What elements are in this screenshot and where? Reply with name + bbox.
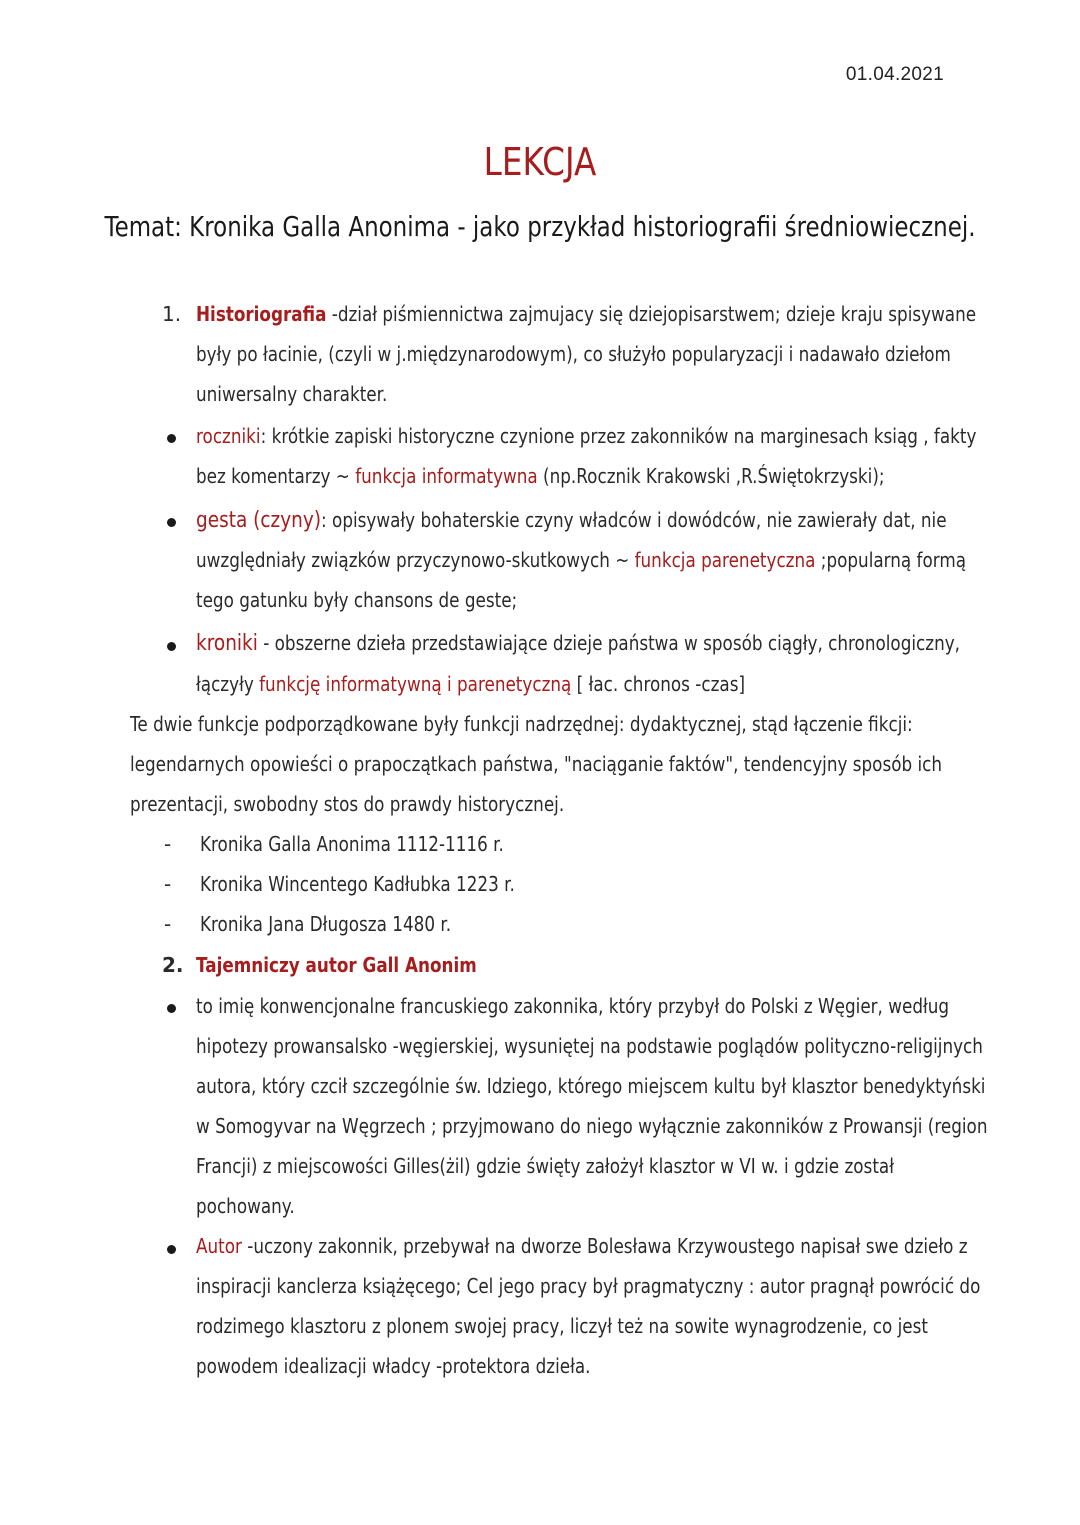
roczniki-text-2a: bez komentarzy ~ <box>196 464 356 488</box>
gesta-term: gesta (czyny) <box>196 508 322 533</box>
chronicle-item: Kronika Jana Długosza 1480 r. <box>200 912 452 936</box>
imie-line-5: Francji) z miejscowości Gilles(żil) gdzie święty założył klasztor w VI w. i gdzie został <box>196 1154 894 1178</box>
roczniki-text-2b: (np.Rocznik Krakowski ,R.Świętokrzyski); <box>537 464 885 488</box>
page-title: LEKCJA <box>483 140 597 184</box>
dash-marker: - <box>164 832 172 856</box>
imie-line-6: pochowany. <box>196 1194 295 1218</box>
roczniki-text-1: : krótkie zapiski historyczne czynione przez zakonników na marginesach ksiąg , fakty <box>260 424 977 448</box>
roczniki-term: roczniki <box>196 424 261 448</box>
dash-marker: - <box>164 872 172 896</box>
bullet-icon <box>167 434 176 443</box>
autor-line-2: inspiracji kanclerza książęcego; Cel jego pracy był pragmatyczny : autor pragnął powrócić do <box>196 1274 981 1298</box>
roczniki-line-1 <box>196 422 976 450</box>
kroniki-text-1: - obszerne dzieła przedstawiające dzieje państwa w sposób ciągły, chronologiczny, <box>257 631 961 655</box>
paragraph-line-2: legendarnych opowieści o prapoczątkach państwa, "naciąganie faktów", tendencyjny sposób ich <box>130 752 943 776</box>
date: 01.04.2021 <box>845 64 944 85</box>
gesta-line-2 <box>196 546 966 574</box>
gesta-line-3: tego gatunku były chansons de geste; <box>196 588 518 612</box>
autor-line-1 <box>196 1232 968 1260</box>
gesta-text-2a: uwzględniały związków przyczynowo-skutkowych ~ <box>196 548 635 572</box>
bullet-icon <box>167 1245 176 1254</box>
historiografia-line-3: uniwersalny charakter. <box>196 382 388 406</box>
kroniki-function: funkcję informatywną i parenetyczną <box>259 672 572 696</box>
kroniki-line-2 <box>196 670 745 698</box>
historiografia-text-1: -dział piśmiennictwa zajmujacy się dziejopisarstwem; dzieje kraju spisywane <box>326 302 977 326</box>
roczniki-line-2 <box>196 462 885 490</box>
autor-line-4: powodem idealizacji władcy -protektora dzieła. <box>196 1354 591 1378</box>
imie-line-2: hipotezy prowansalsko -węgierskiej, wysuniętej na podstawie poglądów polityczno-religijnych <box>196 1034 983 1058</box>
gesta-text-1: : opisywały bohaterskie czyny władców i dowódców, nie zawierały dat, nie <box>321 508 947 532</box>
bullet-icon <box>167 1004 176 1013</box>
roczniki-function: funkcja informatywna <box>355 464 538 488</box>
bullet-icon <box>167 518 176 527</box>
imie-line-4: w Somogyvar na Węgrzech ; przyjmowano do niego wyłącznie zakonników z Prowansji (region <box>196 1114 988 1138</box>
historiografia-line-2: były po łacinie, (czyli w j.międzynarodowym), co służyło popularyzacji i nadawało dziełom <box>196 342 951 366</box>
autor-line-3: rodzimego klasztoru z plonem swojej pracy, liczył też na sowite wynagrodzenie, co jest <box>196 1314 928 1338</box>
autor-text-1: -uczony zakonnik, przebywał na dworze Bolesława Krzywoustego napisał swe dzieło z <box>241 1234 968 1258</box>
imie-line-3: autora, który czcił szczególnie św. Idziego, którego miejscem kultu był klasztor benedyktyński <box>196 1074 986 1098</box>
historiografia-term: Historiografia <box>196 302 327 326</box>
section2-heading: Tajemniczy autor Gall Anonim <box>196 953 477 977</box>
dash-marker: - <box>164 912 172 936</box>
kroniki-term: kroniki <box>196 631 258 656</box>
gesta-text-2b: ;popularną formą <box>815 548 967 572</box>
kroniki-text-2a: łączyły <box>196 672 260 696</box>
list-number-1: 1. <box>162 302 182 326</box>
lesson-subtitle: Temat: Kronika Galla Anonima - jako przykład historiografii średniowiecznej. <box>104 210 976 243</box>
chronicle-item: Kronika Wincentego Kadłubka 1223 r. <box>200 872 515 896</box>
kroniki-text-2b: [ łac. chronos -czas] <box>571 672 746 696</box>
autor-term: Autor <box>196 1234 242 1258</box>
list-number-2: 2. <box>162 953 184 977</box>
paragraph-line-1: Te dwie funkcje podporządkowane były funkcji nadrzędnej: dydaktycznej, stąd łączenie fikcji: <box>130 712 913 736</box>
kroniki-line-1 <box>196 629 960 658</box>
gesta-line-1 <box>196 506 947 535</box>
paragraph-line-3: prezentacji, swobodny stos do prawdy historycznej. <box>130 792 565 816</box>
imie-line-1: to imię konwencjonalne francuskiego zakonnika, który przybył do Polski z Węgier, według <box>196 994 950 1018</box>
historiografia-line-1 <box>196 300 976 328</box>
gesta-function: funkcja parenetyczna <box>634 548 816 572</box>
bullet-icon <box>167 642 176 651</box>
chronicle-item: Kronika Galla Anonima 1112-1116 r. <box>200 832 504 856</box>
